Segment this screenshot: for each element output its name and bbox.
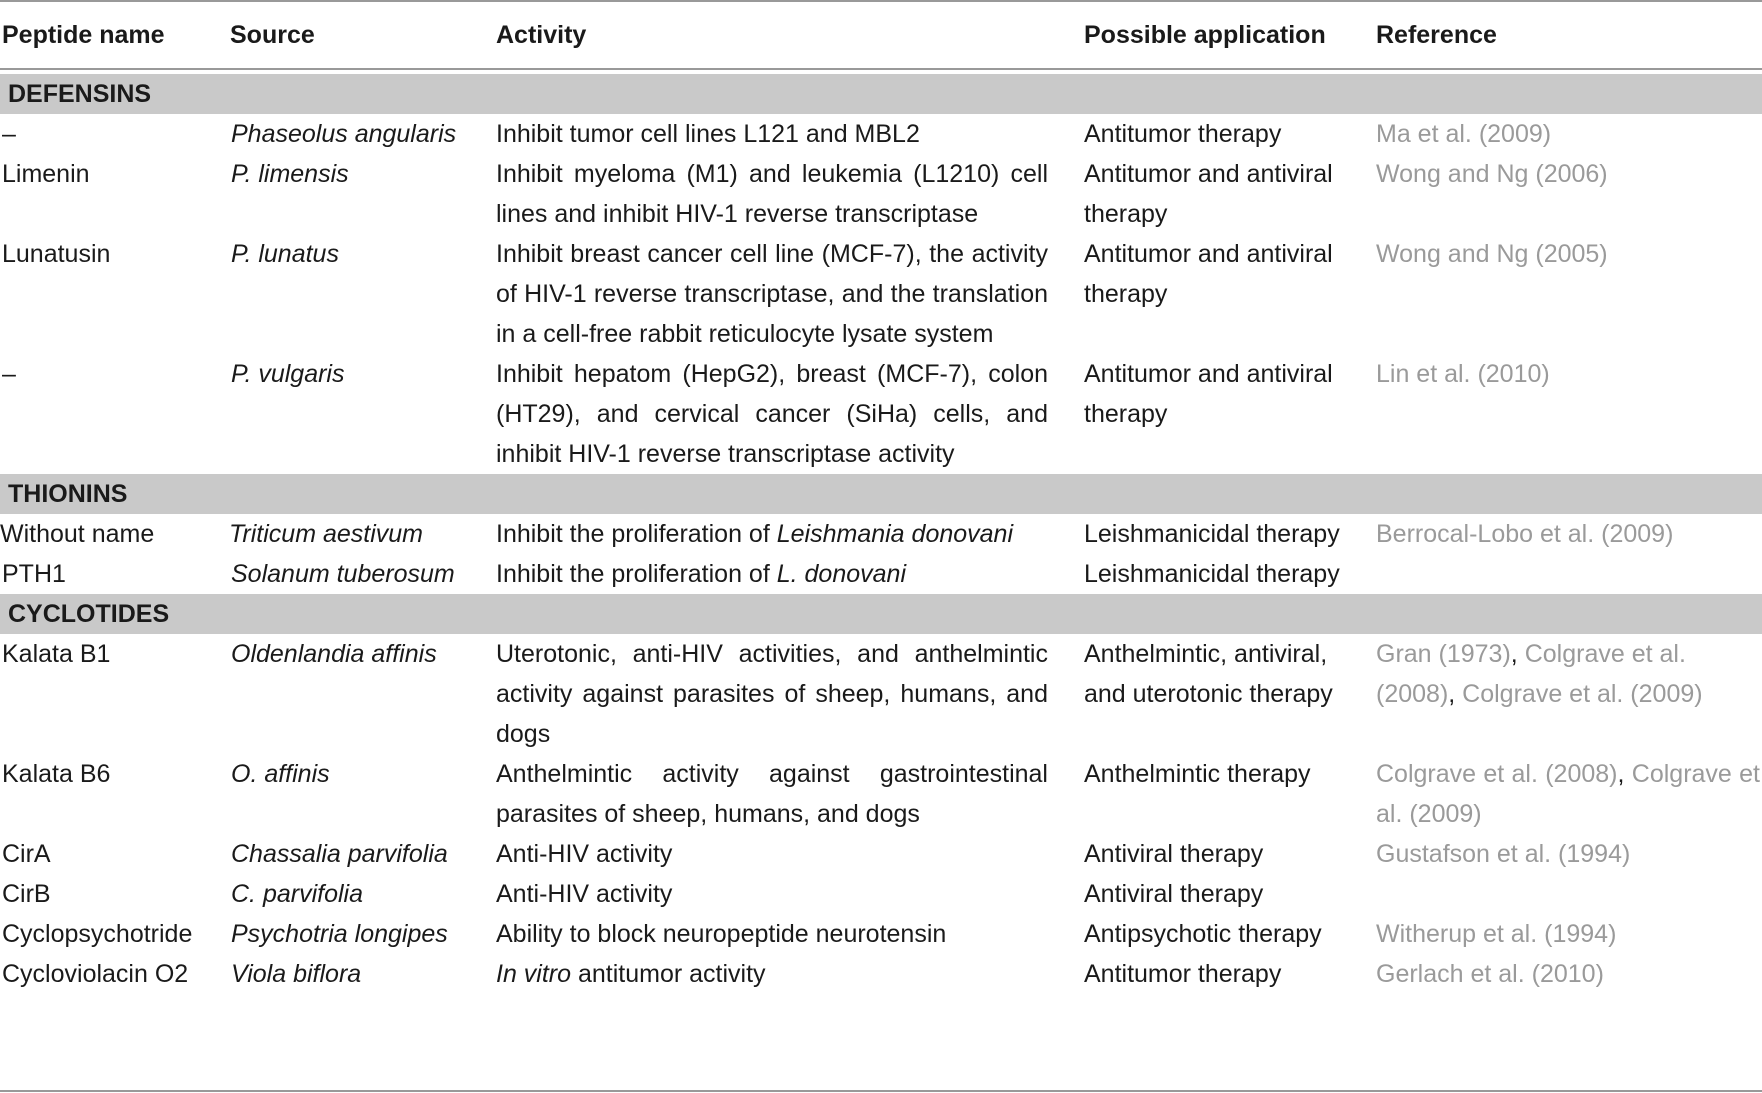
- header-activity: Activity: [494, 1, 1082, 69]
- cell-source: Triticum aestivum: [229, 520, 424, 548]
- cell-source: C. parvifolia: [231, 880, 363, 908]
- cell-reference: Colgrave et al. (2008), Colgrave et al. (2009): [1376, 760, 1760, 828]
- section-cyclotides: [0, 594, 1762, 634]
- table-row: [0, 954, 1762, 1000]
- reference-link[interactable]: Colgrave et al. (2008): [1376, 640, 1686, 708]
- cell-application: Antitumor therapy: [1084, 960, 1282, 988]
- cell-activity: Inhibit hepatom (HepG2), breast (MCF-7), colon (HT29), and cervical cancer (SiHa) cells, and inhibit HIV-1 reverse transcriptase activity: [496, 360, 1048, 468]
- cell-application: Anthelmintic therapy: [1084, 760, 1311, 788]
- cell-name: CirB: [2, 880, 51, 908]
- cell-application: Antiviral therapy: [1084, 880, 1264, 908]
- activity-qualifier: In vitro: [496, 960, 572, 988]
- cell-name: Without name: [0, 520, 155, 548]
- cell-application: Antitumor and antiviral therapy: [1084, 240, 1333, 308]
- cell-reference[interactable]: Witherup et al. (1994): [1376, 920, 1617, 948]
- cell-source: O. affinis: [231, 760, 330, 788]
- cell-source: Phaseolus angularis: [231, 120, 457, 148]
- cell-source: Chassalia parvifolia: [231, 840, 448, 868]
- bottom-rule: [0, 1090, 1762, 1092]
- cell-source: Solanum tuberosum: [231, 560, 455, 588]
- cell-reference[interactable]: Gerlach et al. (2010): [1376, 960, 1604, 988]
- header-peptide-name: Peptide name: [0, 1, 229, 69]
- section-title: CYCLOTIDES: [0, 594, 1762, 634]
- cell-reference[interactable]: Wong and Ng (2006): [1376, 160, 1608, 188]
- cell-source: Psychotria longipes: [231, 920, 448, 948]
- header-application: Possible application: [1082, 1, 1374, 69]
- cell-reference[interactable]: Ma et al. (2009): [1376, 120, 1552, 148]
- cell-source: Oldenlandia affinis: [231, 640, 437, 668]
- table-row: [0, 914, 1762, 954]
- section-defensins: [0, 74, 1762, 114]
- reference-link[interactable]: Colgrave et al. (2008): [1376, 760, 1618, 788]
- cell-name: PTH1: [2, 560, 66, 588]
- table-row: [0, 154, 1762, 234]
- cell-application: Antitumor and antiviral therapy: [1084, 360, 1333, 428]
- cell-name: Cycloviolacin O2: [2, 960, 189, 988]
- cell-source: P. lunatus: [231, 240, 339, 268]
- cell-reference: Gran (1973), Colgrave et al. (2008), Colgrave et al. (2009): [1376, 640, 1703, 708]
- activity-text: Inhibit the proliferation of: [496, 520, 777, 548]
- cell-application: Antitumor and antiviral therapy: [1084, 160, 1333, 228]
- cell-name: –: [2, 120, 16, 148]
- cell-reference[interactable]: Wong and Ng (2005): [1376, 240, 1608, 268]
- section-thionins: [0, 474, 1762, 514]
- table-row: [0, 114, 1762, 154]
- cell-application: Leishmanicidal therapy: [1084, 560, 1340, 588]
- activity-text: antitumor activity: [571, 960, 766, 988]
- cell-application: Antitumor therapy: [1084, 120, 1282, 148]
- table-row: [0, 234, 1762, 354]
- reference-link[interactable]: Colgrave et al. (2009): [1376, 760, 1760, 828]
- cell-name: Limenin: [2, 160, 90, 188]
- cell-reference[interactable]: [1374, 874, 1762, 914]
- cell-activity: [494, 554, 1082, 594]
- cell-name: Cyclopsychotride: [2, 920, 193, 948]
- cell-activity: Uterotonic, anti-HIV activities, and anthelmintic activity against parasites of sheep, humans, and dogs: [496, 640, 1048, 748]
- cell-source: P. vulgaris: [231, 360, 345, 388]
- header-reference: Reference: [1374, 1, 1762, 69]
- cell-name: CirA: [2, 840, 51, 868]
- cell-name: Kalata B1: [2, 640, 111, 668]
- header-row: [0, 1, 1762, 69]
- cell-application: Antiviral therapy: [1084, 840, 1264, 868]
- cell-activity: Inhibit breast cancer cell line (MCF-7), the activity of HIV-1 reverse transcriptase, and the translation in a cell-free rabbit reticulocyte lysate system: [496, 240, 1048, 348]
- cell-activity: Anti-HIV activity: [496, 880, 673, 908]
- cell-activity: Ability to block neuropeptide neurotensin: [496, 920, 947, 948]
- cell-name: –: [2, 360, 16, 388]
- cell-source: P. limensis: [231, 160, 349, 188]
- activity-organism: Leishmania donovani: [776, 520, 1014, 548]
- reference-link[interactable]: Colgrave et al. (2009): [1462, 680, 1703, 708]
- table-row: [0, 834, 1762, 874]
- cell-name: Kalata B6: [2, 760, 111, 788]
- cell-source: Viola biflora: [231, 960, 362, 988]
- table-row: [0, 634, 1762, 754]
- cell-activity: Anthelmintic activity against gastrointestinal parasites of sheep, humans, and dogs: [496, 760, 1048, 828]
- header-source: Source: [229, 1, 494, 69]
- cell-reference[interactable]: Lin et al. (2010): [1376, 360, 1550, 388]
- cell-activity: Inhibit tumor cell lines L121 and MBL2: [496, 120, 920, 148]
- table-row: [0, 554, 1762, 594]
- table-row: [0, 354, 1762, 474]
- cell-activity: Inhibit myeloma (M1) and leukemia (L1210) cell lines and inhibit HIV-1 reverse transcriptase: [496, 160, 1048, 228]
- cell-activity: [494, 954, 1082, 1000]
- cell-application: Anthelmintic, antiviral, and uterotonic therapy: [1084, 640, 1333, 708]
- table-row: [0, 874, 1762, 914]
- cell-reference[interactable]: [1374, 554, 1762, 594]
- section-title: THIONINS: [0, 474, 1762, 514]
- cell-application: Leishmanicidal therapy: [1084, 520, 1340, 548]
- reference-link[interactable]: Gran (1973): [1376, 640, 1511, 668]
- table-row: [0, 754, 1762, 834]
- activity-text: Inhibit the proliferation of: [496, 560, 777, 588]
- cell-activity: Anti-HIV activity: [496, 840, 673, 868]
- cell-reference[interactable]: Gustafson et al. (1994): [1376, 840, 1631, 868]
- cell-name: Lunatusin: [2, 240, 111, 268]
- activity-organism: L. donovani: [776, 560, 907, 588]
- cell-application: Antipsychotic therapy: [1084, 920, 1322, 948]
- table-row: [0, 514, 1762, 554]
- section-title: DEFENSINS: [0, 74, 1762, 114]
- cell-reference[interactable]: Berrocal-Lobo et al. (2009): [1376, 520, 1674, 548]
- cell-activity: [494, 514, 1082, 554]
